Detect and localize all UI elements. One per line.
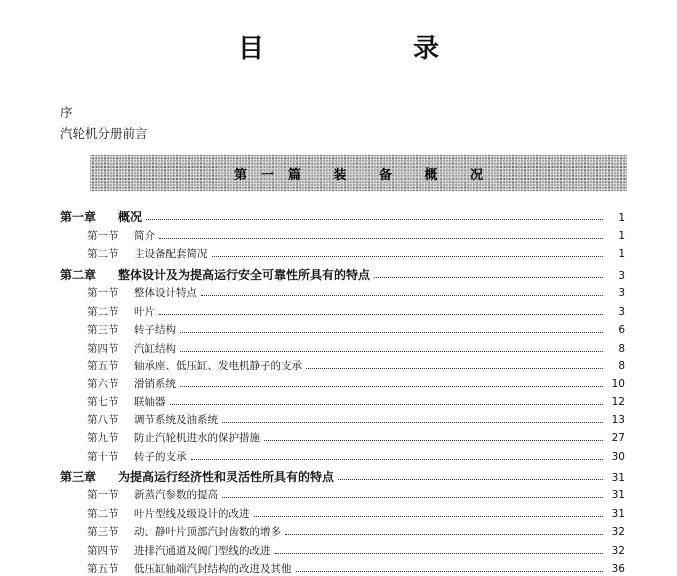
dot-leader xyxy=(285,534,603,535)
toc-section-row[interactable] xyxy=(87,543,625,558)
toc-entry-number: 第一章 xyxy=(60,210,97,224)
toc-entry-number: 第二章 xyxy=(60,268,97,282)
toc-page-number: 3 xyxy=(618,270,625,282)
dot-leader xyxy=(201,295,603,296)
toc-entry-number: 第五节 xyxy=(87,563,119,575)
toc-entry-title: 叶片 xyxy=(134,306,155,318)
dot-leader xyxy=(338,479,603,480)
dot-leader xyxy=(275,553,604,554)
toc-section-row[interactable] xyxy=(87,341,625,356)
toc-entry-title: 动、静叶片顶部汽封齿数的增多 xyxy=(134,526,281,538)
dot-leader xyxy=(212,256,604,257)
toc-entry-number: 第四节 xyxy=(87,343,119,355)
dot-leader xyxy=(170,404,604,405)
dot-leader xyxy=(159,314,603,315)
dot-leader xyxy=(180,386,603,387)
volume-foreword-entry[interactable]: 汽轮机分册前言 xyxy=(60,126,148,141)
toc-entry-number: 第三节 xyxy=(87,324,119,336)
toc-page-number: 1 xyxy=(618,230,625,242)
toc-entry-number: 第一节 xyxy=(87,230,119,242)
toc-section-row[interactable] xyxy=(87,376,625,391)
page-title: 目 录 xyxy=(237,34,510,64)
toc-entry-number: 第二节 xyxy=(87,508,119,520)
toc-page-number: 1 xyxy=(618,212,625,224)
dot-leader xyxy=(146,219,603,220)
toc-entry-title: 进排汽通道及阀门型线的改进 xyxy=(134,545,271,557)
toc-entry-title: 新蒸汽参数的提高 xyxy=(134,489,218,501)
toc-page-number: 31 xyxy=(611,508,625,520)
toc-section-row[interactable] xyxy=(87,246,625,261)
toc-page-number: 1 xyxy=(618,248,625,260)
toc-entry-number: 第二节 xyxy=(87,248,119,260)
toc-section-row[interactable] xyxy=(87,304,625,319)
toc-section-row[interactable] xyxy=(87,506,625,521)
toc-entry-number: 第五节 xyxy=(87,360,119,372)
toc-section-row[interactable] xyxy=(87,285,625,300)
toc-section-row[interactable] xyxy=(87,394,625,409)
toc-page-number: 27 xyxy=(611,432,625,444)
toc-section-row[interactable] xyxy=(87,228,625,243)
dot-leader xyxy=(222,422,603,423)
toc-page-number: 10 xyxy=(611,378,625,390)
dot-leader xyxy=(180,332,603,333)
toc-page-number: 32 xyxy=(611,545,625,557)
toc-page-number: 3 xyxy=(618,287,625,299)
toc-entry-title: 轴承座、低压缸、发电机静子的支承 xyxy=(134,360,302,372)
toc-entry-title: 调节系统及油系统 xyxy=(134,414,218,426)
toc-page-number: 12 xyxy=(611,396,625,408)
part-banner-label: 第一篇 装 备 概 况 xyxy=(220,164,497,183)
toc-page-number: 3 xyxy=(618,306,625,318)
toc-entry-title: 转子结构 xyxy=(134,324,176,336)
toc-entry-title: 概况 xyxy=(118,210,143,224)
toc-section-row[interactable] xyxy=(87,358,625,373)
toc-section-row[interactable] xyxy=(87,430,625,445)
toc-entry-number: 第三章 xyxy=(60,470,97,484)
toc-page-number: 6 xyxy=(618,324,625,336)
toc-page-number: 13 xyxy=(611,414,625,426)
dot-leader xyxy=(254,516,604,517)
toc-chapter-row[interactable] xyxy=(60,208,625,225)
toc-section-row[interactable] xyxy=(87,449,625,464)
toc-entry-number: 第六节 xyxy=(87,378,119,390)
toc-page-number: 31 xyxy=(611,489,625,501)
toc-entry-title: 叶片型线及级设计的改进 xyxy=(134,508,250,520)
part-banner xyxy=(90,155,627,191)
toc-section-row[interactable] xyxy=(87,524,625,539)
toc-page-number: 32 xyxy=(611,526,625,538)
toc-entry-number: 第九节 xyxy=(87,432,119,444)
toc-page-number: 8 xyxy=(618,360,625,372)
toc-section-row[interactable] xyxy=(87,322,625,337)
dot-leader xyxy=(306,368,603,369)
toc-entry-number: 第一节 xyxy=(87,287,119,299)
toc-entry-title: 整体设计特点 xyxy=(134,287,197,299)
toc-section-row[interactable] xyxy=(87,412,625,427)
toc-chapter-row[interactable] xyxy=(60,266,625,283)
toc-entry-title: 防止汽轮机进水的保护措施 xyxy=(134,432,260,444)
toc-entry-number: 第四节 xyxy=(87,545,119,557)
toc-entry-title: 主设备配套简况 xyxy=(134,248,208,260)
toc-entry-title: 汽缸结构 xyxy=(134,343,176,355)
toc-entry-title: 整体设计及为提高运行安全可靠性所具有的特点 xyxy=(118,268,371,282)
dot-leader xyxy=(222,497,603,498)
toc-entry-title: 转子的支承 xyxy=(134,451,187,463)
dot-leader xyxy=(159,238,603,239)
toc-entry-number: 第十节 xyxy=(87,451,119,463)
toc-page-number: 36 xyxy=(611,563,625,575)
toc-entry-number: 第一节 xyxy=(87,489,119,501)
dot-leader xyxy=(374,277,603,278)
toc-entry-title: 简介 xyxy=(134,230,155,242)
toc-section-row[interactable] xyxy=(87,487,625,502)
preface-entry[interactable]: 序 xyxy=(60,105,73,120)
toc-page-number: 30 xyxy=(611,451,625,463)
toc-entry-number: 第八节 xyxy=(87,414,119,426)
dot-leader xyxy=(264,440,603,441)
toc-entry-title: 联轴器 xyxy=(134,396,166,408)
toc-entry-number: 第三节 xyxy=(87,526,119,538)
toc-entry-title: 滑销系统 xyxy=(134,378,176,390)
toc-page-number: 31 xyxy=(611,472,625,484)
dot-leader xyxy=(180,351,603,352)
toc-entry-title: 为提高运行经济性和灵活性所具有的特点 xyxy=(118,470,335,484)
toc-entry-number: 第七节 xyxy=(87,396,119,408)
toc-entry-title: 低压缸轴端汽封结构的改进及其他 xyxy=(134,563,292,575)
toc-entry-number: 第二节 xyxy=(87,306,119,318)
toc-page-number: 8 xyxy=(618,343,625,355)
dot-leader xyxy=(191,459,604,460)
dot-leader xyxy=(296,571,604,572)
toc-chapter-row[interactable] xyxy=(60,468,625,485)
